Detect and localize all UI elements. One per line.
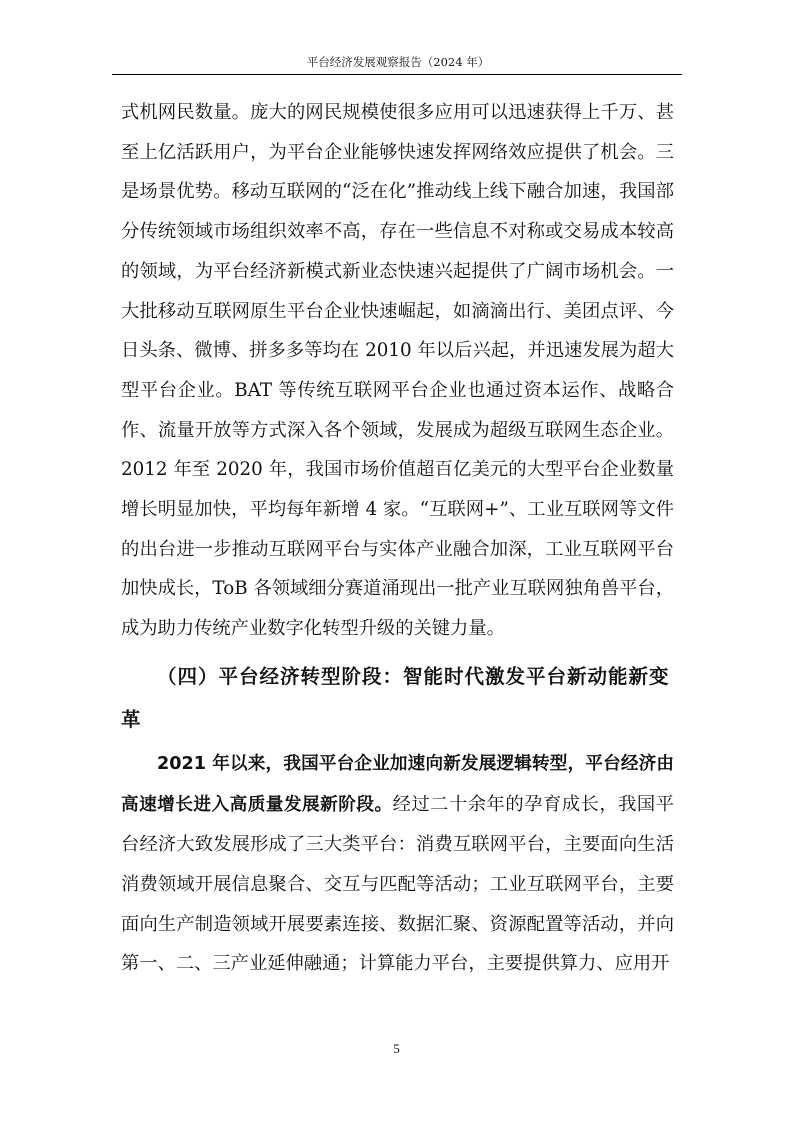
body-paragraph: 式机网民数量。庞大的网民规模使很多应用可以迅速获得上千万、甚至上亿活跃用户，为平台企业能够快速发挥网络效应提供了机会。三是场景优势。移动互联网的“泛在化”推动线上线下融合加速，我国部分传统领域市场组织效率不高，存在一些信息不对称或交易成本较高的领域，为平台经济新模式新业态快速兴起提供了广阔市场机会。一大批移动互联网原生平台企业快速崛起，如滴滴出行、美团点评、今日头条、微博、拼多多等均在 2010 年以后兴起，并迅速发展为超大型平台企业。BAT 等传统互联网平台企业也通过资本运作、战略合作、流量开放等方式深入各个领域，发展成为超级互联网生态企业。2012 年至 2020 年，我国市场价值超百亿美元的大型平台企业数量增长明显加快，平均每年新增 4 家。“互联网+”、工业互联网等文件的出台进一步推动互联网平台与实体产业融合加深，工业互联网平台加快成长，ToB 各领域细分赛道涌现出一批产业互联网独角兽平台，成为助力传统产业数字化转型升级的关键力量。 xyxy=(121,102,674,640)
body-paragraph xyxy=(121,744,674,984)
page-number: 5 xyxy=(393,1041,400,1056)
paragraph-continuation: 经过二十余年的孕育成长，我国平台经济大致发展形成了三大类平台：消费互联网平台，主要面向生活消费领域开展信息聚合、交互与匹配等活动；工业互联网平台，主要面向生产制造领域开展要素连接、数据汇聚、资源配置等活动，并向第一、二、三产业延伸融通；计算能力平台，主要提供算力、应用开 xyxy=(121,793,674,975)
bold-lead-sentence: 2021 年以来，我国平台企业加速向新发展逻辑转型，平台经济由高速增长进入高质量发展新阶段。 xyxy=(121,753,674,815)
section-heading: （四）平台经济转型阶段：智能时代激发平台新动能新变革 xyxy=(121,664,670,731)
running-header: 平台经济发展观察报告（2024 年） xyxy=(306,55,490,69)
page-body xyxy=(121,93,674,984)
header-divider xyxy=(112,74,682,75)
